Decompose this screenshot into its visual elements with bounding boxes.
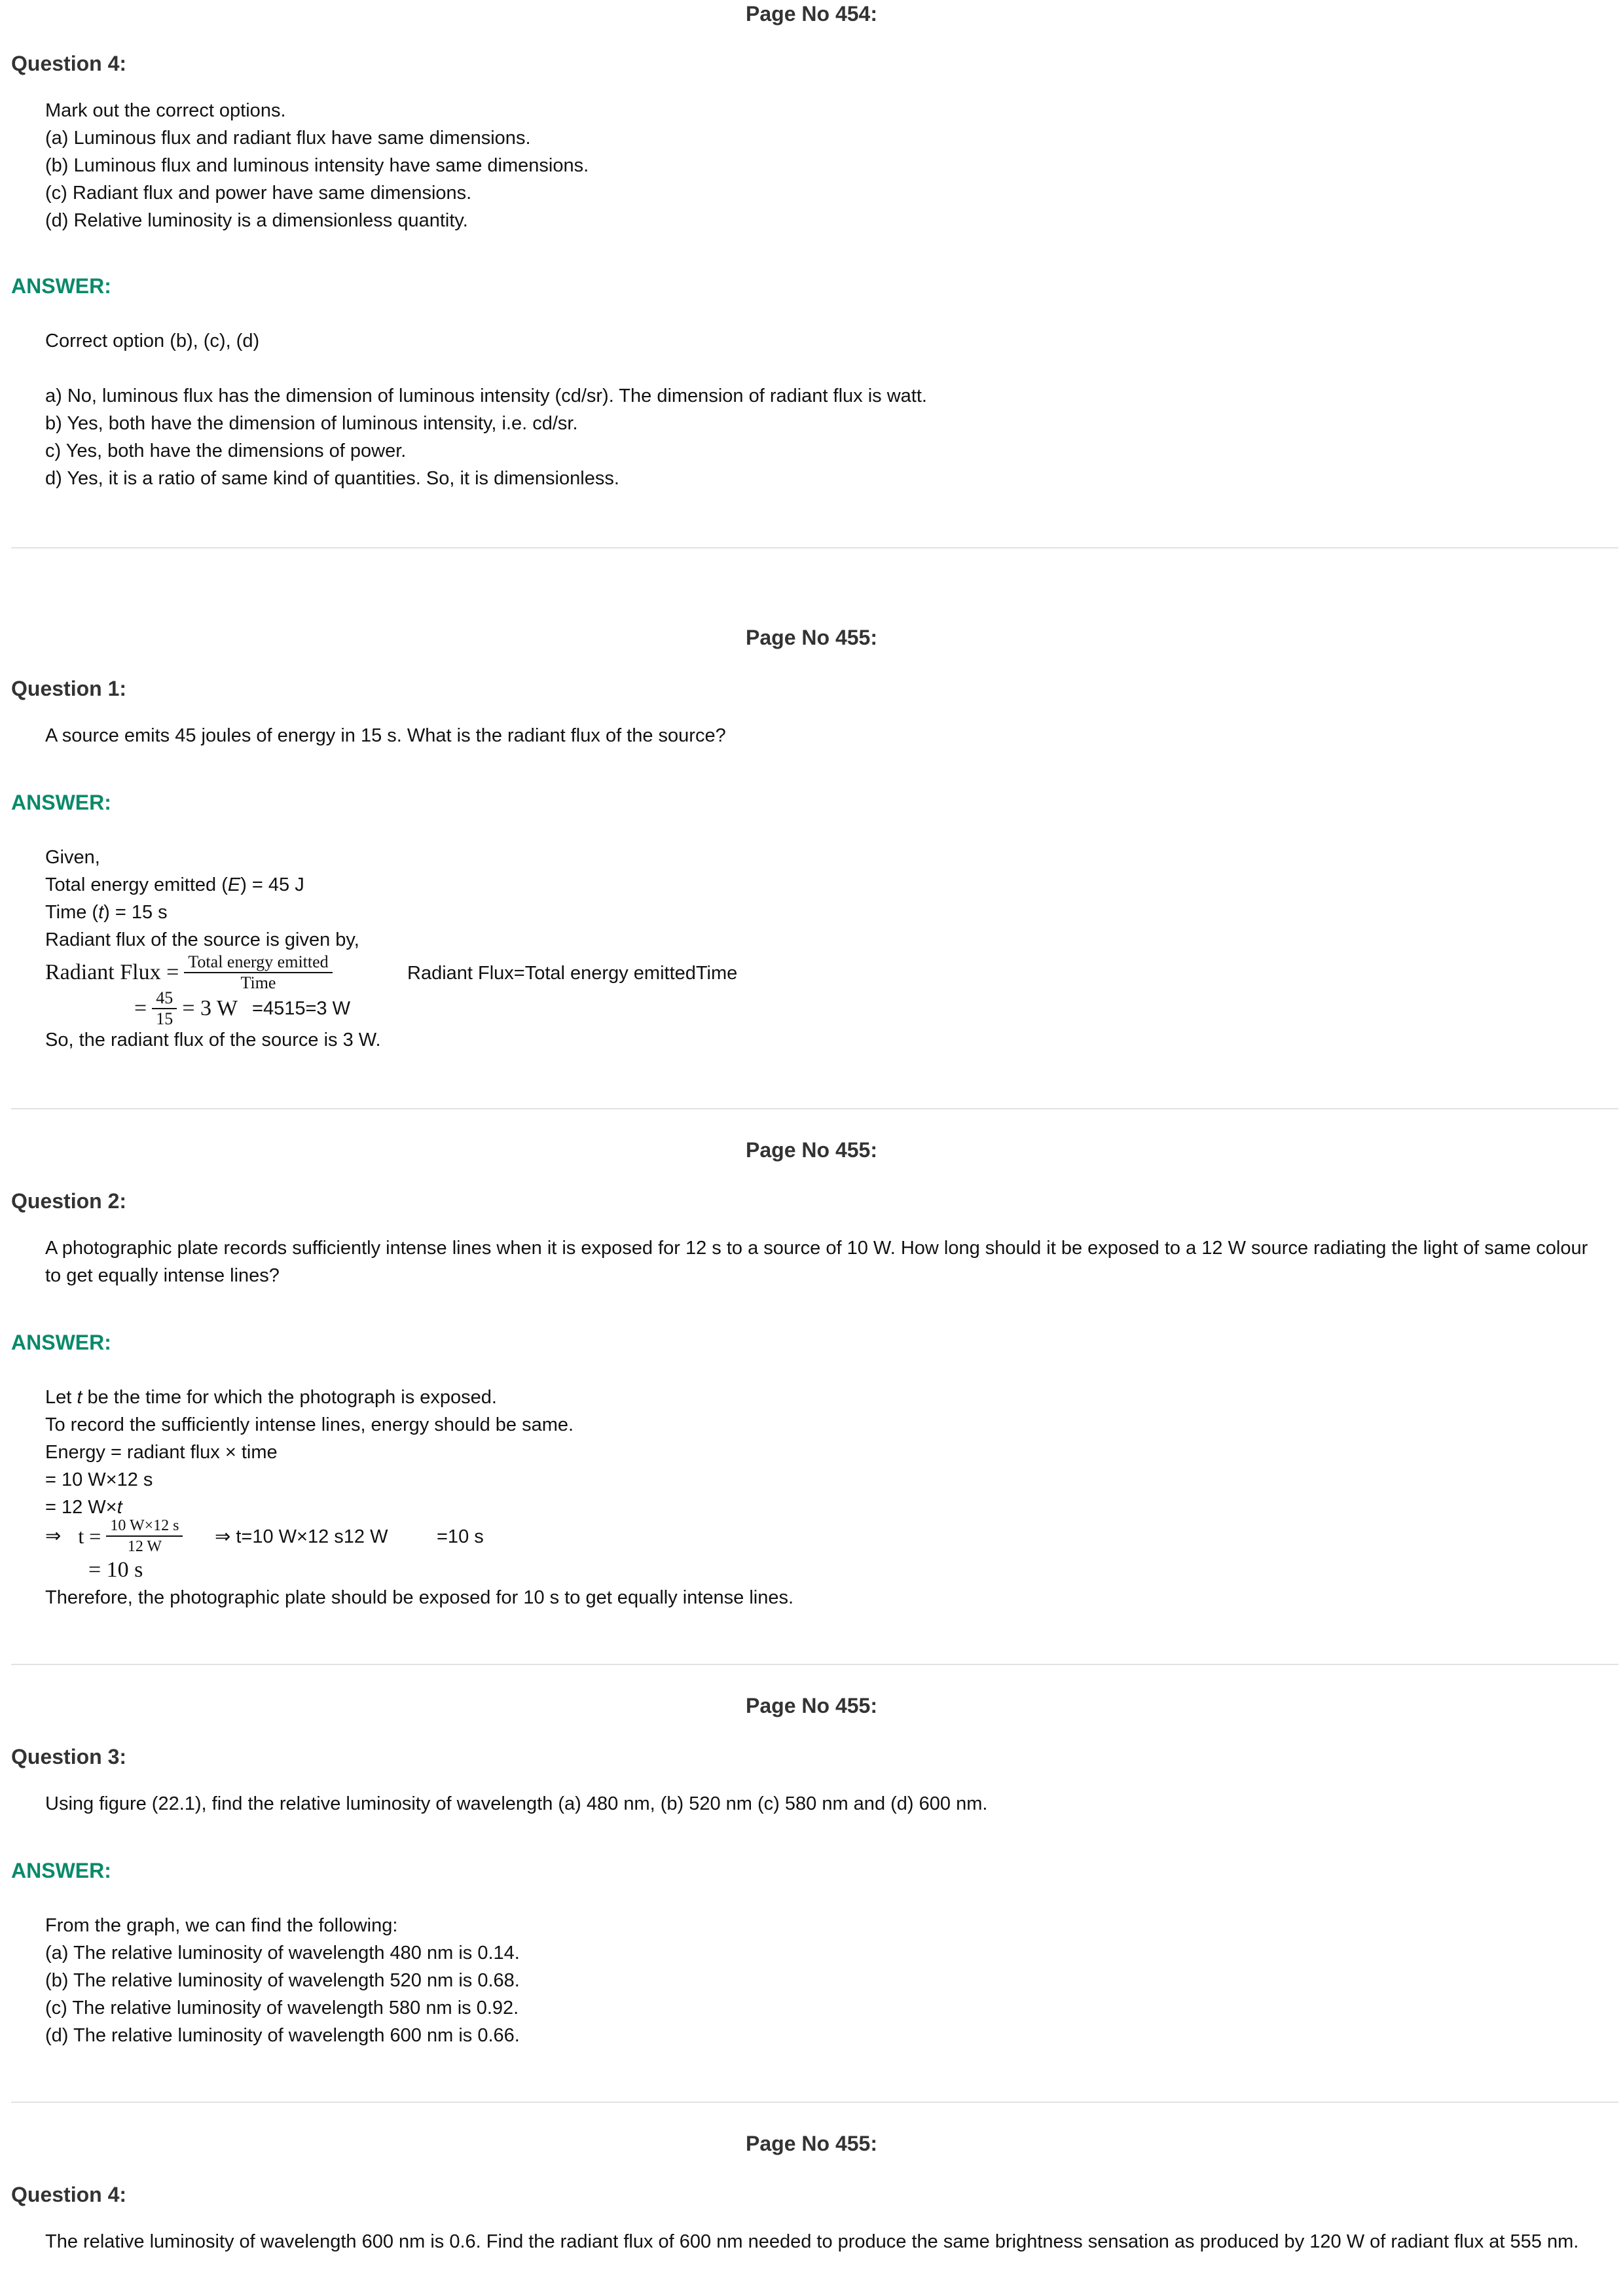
answer-text bbox=[45, 382, 1603, 492]
conclusion-text bbox=[45, 1584, 1603, 1611]
question-text: A photographic plate records sufficiently intense lines when it is exposed for 12 s to a source of 10 W. How long should it be exposed to a 12 W source radiating the light of same colour to get equally intense lines? bbox=[45, 1238, 1588, 1286]
answer-heading: ANSWER: bbox=[11, 1331, 111, 1354]
answer-line: Therefore, the photographic plate should be exposed for 10 s to get equally intense lines. bbox=[45, 1587, 794, 1608]
section-divider bbox=[11, 1108, 1618, 1109]
formula-equals: = bbox=[134, 996, 147, 1020]
formula-alt-text: Radiant Flux=Total energy emittedTime bbox=[407, 963, 738, 984]
answer-line: Given, bbox=[45, 847, 100, 868]
answer-line: = 10 W×12 s bbox=[45, 1469, 153, 1490]
question-line: (b) Luminous flux and luminous intensity have same dimensions. bbox=[45, 155, 589, 176]
page-number-heading: Page No 454: bbox=[746, 2, 877, 26]
answer-line: (b) The relative luminosity of wavelength 520 nm is 0.68. bbox=[45, 1970, 520, 1991]
formula-result: = 10 s bbox=[88, 1558, 143, 1582]
formula-result bbox=[134, 988, 350, 1028]
formula-fraction bbox=[184, 952, 332, 993]
answer-line: So, the radiant flux of the source is 3 W. bbox=[45, 1030, 381, 1050]
formula-denominator: 15 bbox=[156, 1009, 173, 1028]
answer-heading: ANSWER: bbox=[11, 1859, 111, 1882]
implies-icon: ⇒ bbox=[45, 1526, 62, 1547]
question-text: The relative luminosity of wavelength 600 nm is 0.6. Find the radiant flux of 600 nm needed to produce the same brightness sensation as produced by 120 W of radiant flux at 555 nm. bbox=[45, 2231, 1579, 2252]
formula-time bbox=[45, 1516, 183, 1555]
formula-denominator: 12 W bbox=[127, 1538, 162, 1555]
answer-line: From the graph, we can find the following: bbox=[45, 1915, 398, 1936]
question-heading: Question 3: bbox=[11, 1745, 127, 1768]
answer-heading: ANSWER: bbox=[11, 791, 111, 814]
question-heading: Question 1: bbox=[11, 677, 127, 700]
question-line: Using figure (22.1), find the relative luminosity of wavelength (a) 480 nm, (b) 520 nm (c) 580 nm and (d) 600 nm. bbox=[45, 1793, 988, 1814]
answer-line: (c) The relative luminosity of wavelength 580 nm is 0.92. bbox=[45, 1998, 519, 2018]
answer-line: (a) The relative luminosity of wavelength 480 nm is 0.14. bbox=[45, 1943, 520, 1964]
formula-lhs: t = bbox=[78, 1524, 101, 1548]
answer-line: d) Yes, it is a ratio of same kind of quantities. So, it is dimensionless. bbox=[45, 468, 619, 489]
section-divider bbox=[11, 1664, 1618, 1665]
question-line: (d) Relative luminosity is a dimensionless quantity. bbox=[45, 210, 468, 231]
answer-text bbox=[45, 1384, 1603, 1521]
formula-alt-result: =10 s bbox=[437, 1526, 484, 1547]
page-number-heading: Page No 455: bbox=[746, 1694, 877, 1717]
question-line: Mark out the correct options. bbox=[45, 100, 286, 121]
question-heading: Question 4: bbox=[11, 2183, 127, 2206]
formula-fraction bbox=[152, 988, 177, 1029]
answer-text bbox=[45, 327, 1603, 355]
question-heading: Question 4: bbox=[11, 52, 127, 75]
conclusion-text bbox=[45, 1026, 1603, 1054]
page-number-heading: Page No 455: bbox=[746, 1138, 877, 1162]
answer-text bbox=[45, 1912, 1603, 2049]
question-text bbox=[45, 722, 1603, 749]
answer-line: = 12 W×t bbox=[45, 1497, 122, 1518]
answer-line: Total energy emitted (E) = 45 J bbox=[45, 874, 304, 895]
formula-numerator: 10 W×12 s bbox=[106, 1516, 183, 1537]
answer-heading: ANSWER: bbox=[11, 274, 111, 298]
answer-line: Radiant flux of the source is given by, bbox=[45, 929, 359, 950]
formula-numerator: 45 bbox=[152, 988, 177, 1009]
formula-denominator: Time bbox=[240, 973, 276, 992]
formula-fraction bbox=[106, 1516, 183, 1556]
question-text bbox=[45, 1790, 1603, 1818]
answer-text bbox=[45, 844, 1603, 954]
section-divider bbox=[11, 2102, 1618, 2103]
formula-alt-text: ⇒ t=10 W×12 s12 W bbox=[215, 1526, 388, 1547]
question-text bbox=[45, 97, 1603, 234]
formula-lhs: Radiant Flux = bbox=[45, 960, 179, 984]
question-line: A source emits 45 joules of energy in 15 s. What is the radiant flux of the source? bbox=[45, 725, 726, 746]
question-heading: Question 2: bbox=[11, 1189, 127, 1213]
answer-line: a) No, luminous flux has the dimension of luminous intensity (cd/sr). The dimension of radiant flux is watt. bbox=[45, 386, 927, 406]
formula-value: = 3 W bbox=[182, 996, 238, 1020]
answer-line: c) Yes, both have the dimensions of power. bbox=[45, 440, 407, 461]
answer-line: Time (t) = 15 s bbox=[45, 902, 168, 923]
question-line: (c) Radiant flux and power have same dimensions. bbox=[45, 183, 472, 204]
formula-alt-text: =4515=3 W bbox=[252, 998, 350, 1019]
formula-numerator: Total energy emitted bbox=[184, 952, 332, 973]
page-number-heading: Page No 455: bbox=[746, 626, 877, 649]
answer-line: Energy = radiant flux × time bbox=[45, 1442, 278, 1463]
page-number-heading: Page No 455: bbox=[746, 2132, 877, 2155]
answer-line: Correct option (b), (c), (d) bbox=[45, 331, 260, 351]
section-divider bbox=[11, 547, 1618, 548]
answer-line: To record the sufficiently intense lines, energy should be same. bbox=[45, 1414, 574, 1435]
answer-line: (d) The relative luminosity of wavelength 600 nm is 0.66. bbox=[45, 2025, 520, 2046]
answer-line: b) Yes, both have the dimension of luminous intensity, i.e. cd/sr. bbox=[45, 413, 578, 434]
formula-radiant-flux bbox=[45, 952, 333, 992]
answer-line: Let t be the time for which the photograph is exposed. bbox=[45, 1387, 497, 1408]
question-line: (a) Luminous flux and radiant flux have same dimensions. bbox=[45, 128, 531, 149]
